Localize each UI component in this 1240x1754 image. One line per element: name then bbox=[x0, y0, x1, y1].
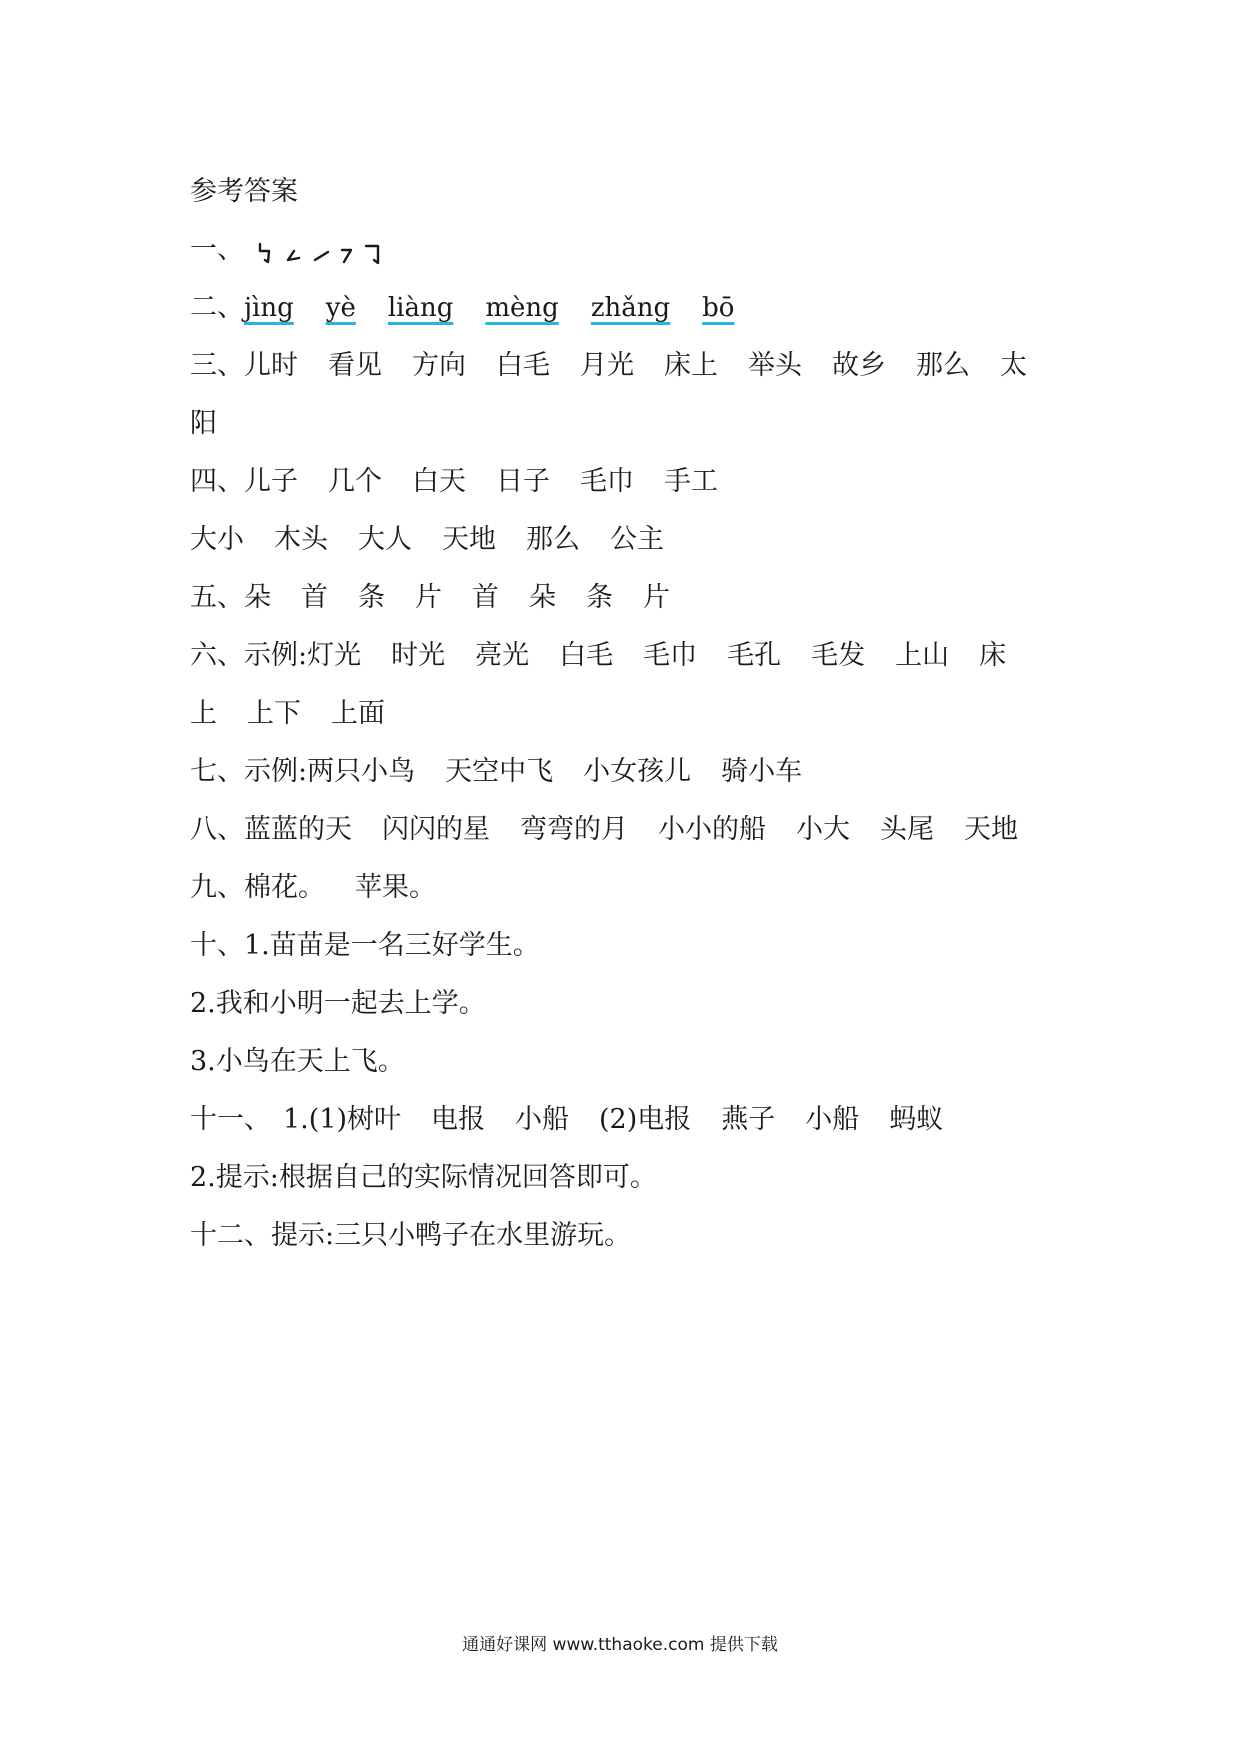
answer-word: 小大 bbox=[796, 814, 850, 845]
answer-word: 儿子 bbox=[244, 466, 298, 497]
answer-word: 那么 bbox=[526, 524, 580, 555]
answer-1 bbox=[190, 221, 1070, 279]
answer-word: 白毛 bbox=[559, 640, 614, 671]
pinyin-answer: jìng bbox=[244, 293, 294, 323]
answer-9 bbox=[190, 859, 1070, 917]
answer-1-number: 一、 bbox=[190, 234, 244, 265]
answer-word: 上 bbox=[190, 698, 217, 729]
answer-word: 首 bbox=[301, 582, 328, 613]
answer-word: 骑小车 bbox=[721, 756, 803, 787]
answer-word: 条 bbox=[586, 582, 613, 613]
answer-word: 片 bbox=[415, 582, 442, 613]
answer-word: 天地 bbox=[964, 814, 1018, 845]
answer-6 bbox=[190, 627, 1070, 685]
pinyin-answer: zhǎng bbox=[590, 293, 671, 323]
answer-word: 故乡 bbox=[832, 350, 886, 381]
answer-word: 小船 bbox=[805, 1104, 860, 1135]
answer-word: 那么 bbox=[916, 350, 970, 381]
answer-word: 举头 bbox=[748, 350, 802, 381]
answer-11 bbox=[190, 1091, 1070, 1149]
answer-3-continued: 阳 bbox=[190, 408, 217, 439]
sub-question-label: (2) bbox=[599, 1104, 638, 1135]
answer-word: 太 bbox=[1000, 350, 1027, 381]
answer-9-number: 九、 bbox=[190, 872, 244, 903]
pinyin-answer: liàng bbox=[387, 293, 454, 323]
stroke-glyphs bbox=[253, 231, 393, 271]
answer-word: 白毛 bbox=[496, 350, 550, 381]
answer-2-number: 二、 bbox=[190, 292, 244, 323]
answer-2 bbox=[190, 279, 1070, 337]
answer-title: 参考答案 bbox=[190, 176, 298, 207]
answer-word: 头尾 bbox=[880, 814, 934, 845]
answer-word: 几个 bbox=[328, 466, 382, 497]
answer-word: 小船 bbox=[515, 1104, 570, 1135]
answer-word: 白天 bbox=[412, 466, 466, 497]
answer-word: 条 bbox=[358, 582, 385, 613]
page-footer: 通通好课网 www.tthaoke.com 提供下载 bbox=[462, 1635, 778, 1655]
answer-10 bbox=[190, 917, 1070, 975]
answer-5 bbox=[190, 569, 1070, 627]
answer-word: 两只小鸟 bbox=[307, 756, 416, 787]
answer-word: 毛发 bbox=[811, 640, 866, 671]
answer-3 bbox=[190, 337, 1070, 395]
answer-word: 首 bbox=[472, 582, 499, 613]
answer-word: 弯弯的月 bbox=[520, 814, 628, 845]
answer-word: 月光 bbox=[580, 350, 634, 381]
answer-word: 小女孩儿 bbox=[583, 756, 692, 787]
answer-word: 毛巾 bbox=[643, 640, 698, 671]
answer-word: 毛孔 bbox=[727, 640, 782, 671]
answer-word: 看见 bbox=[328, 350, 382, 381]
answer-sentence: 3.小鸟在天上飞。 bbox=[190, 1046, 405, 1077]
answer-word: 手工 bbox=[664, 466, 718, 497]
pinyin-answer: yè bbox=[325, 293, 356, 323]
answer-word: 方向 bbox=[412, 350, 466, 381]
answer-word: 日子 bbox=[496, 466, 550, 497]
answer-word: 天地 bbox=[442, 524, 496, 555]
answer-word: 苹果。 bbox=[355, 872, 436, 903]
stroke-heng-zhe-gou-icon bbox=[366, 246, 378, 263]
answer-4 bbox=[190, 453, 1070, 511]
answer-word: 天空中飞 bbox=[445, 756, 554, 787]
answer-8 bbox=[190, 801, 1070, 859]
answer-word: 树叶 bbox=[347, 1104, 402, 1135]
answer-10-number: 十、 bbox=[190, 930, 244, 961]
answer-content bbox=[190, 163, 1070, 1265]
answer-7-number: 七、示例: bbox=[190, 756, 308, 787]
answer-12: 十二、提示:三只小鸭子在水里游玩。 bbox=[190, 1220, 632, 1251]
answer-4-line-2 bbox=[190, 511, 1070, 569]
stroke-pie-zhe-icon bbox=[288, 251, 299, 260]
answer-6-number: 六、示例: bbox=[190, 640, 308, 671]
answer-6-line-2 bbox=[190, 685, 1070, 743]
answer-word: 上面 bbox=[331, 698, 385, 729]
answer-word: 电报 bbox=[431, 1104, 486, 1135]
stroke-heng-zhe-pie-icon bbox=[342, 250, 351, 262]
answer-8-number: 八、 bbox=[190, 814, 244, 845]
answer-word: 朵 bbox=[244, 582, 271, 613]
answer-word: 床上 bbox=[664, 350, 718, 381]
answer-word: 亮光 bbox=[475, 640, 530, 671]
answer-sentence: 2.提示:根据自己的实际情况回答即可。 bbox=[190, 1162, 657, 1193]
answer-word: 儿时 bbox=[244, 350, 298, 381]
answer-4-number: 四、 bbox=[190, 466, 244, 497]
answer-word: 片 bbox=[643, 582, 670, 613]
answer-3-number: 三、 bbox=[190, 350, 244, 381]
answer-word: 燕子 bbox=[721, 1104, 776, 1135]
answer-word: 公主 bbox=[610, 524, 664, 555]
answer-word: 闪闪的星 bbox=[382, 814, 490, 845]
answer-word: 棉花。 bbox=[244, 872, 325, 903]
answer-word: 木头 bbox=[274, 524, 328, 555]
answer-5-number: 五、 bbox=[190, 582, 244, 613]
answer-11-number: 十一、 bbox=[190, 1104, 271, 1135]
sub-question-label: 1.(1) bbox=[283, 1104, 348, 1135]
answer-7 bbox=[190, 743, 1070, 801]
answer-word: 蓝蓝的天 bbox=[244, 814, 352, 845]
pinyin-answer: mèng bbox=[485, 293, 559, 323]
answer-word: 毛巾 bbox=[580, 466, 634, 497]
answer-word: 灯光 bbox=[307, 640, 362, 671]
stroke-ti-icon bbox=[315, 252, 328, 260]
answer-word: 床 bbox=[979, 640, 1007, 671]
pinyin-answer: bō bbox=[702, 293, 735, 323]
answer-word: 朵 bbox=[529, 582, 556, 613]
answer-word: 大人 bbox=[358, 524, 412, 555]
answer-word: 大小 bbox=[190, 524, 244, 555]
stroke-shu-zhe-zhe-gou-icon bbox=[260, 244, 269, 262]
answer-word: 小小的船 bbox=[658, 814, 766, 845]
answer-sentence: 1.苗苗是一名三好学生。 bbox=[244, 930, 540, 961]
answer-word: 电报 bbox=[637, 1104, 692, 1135]
answer-word: 蚂蚁 bbox=[889, 1104, 944, 1135]
answer-word: 时光 bbox=[391, 640, 446, 671]
answer-word: 上山 bbox=[895, 640, 950, 671]
answer-sentence: 2.我和小明一起去上学。 bbox=[190, 988, 486, 1019]
answer-word: 上下 bbox=[247, 698, 301, 729]
